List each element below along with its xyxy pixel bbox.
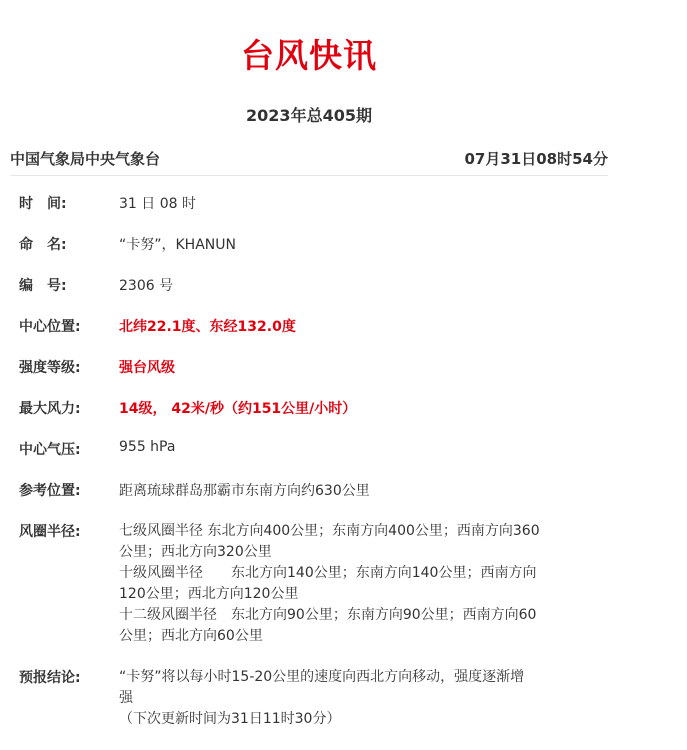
center-label: 中心位置: xyxy=(19,319,81,335)
number-label: 编 号: xyxy=(19,278,67,294)
agency-name: 中国气象局中央气象台 xyxy=(10,150,161,168)
pressure-label: 中心气压: xyxy=(19,442,81,458)
source-header xyxy=(10,145,608,176)
wind-radius-line: 十二级风圈半径 东北方向90公里；东南方向90公里；西南方向60 xyxy=(119,607,537,623)
wind-radius-line: 七级风圈半径 东北方向400公里；东南方向400公里；西南方向360 xyxy=(119,523,540,539)
name-label: 命 名: xyxy=(19,237,67,253)
wind-radius-line: 十级风圈半径 东北方向140公里；东南方向140公里；西南方向 xyxy=(119,565,537,581)
wind-radius-line: 公里；西北方向320公里 xyxy=(119,544,272,560)
forecast-label: 预报结论: xyxy=(19,670,81,686)
pressure-value: 955 hPa xyxy=(119,439,176,455)
time-value: 31 日 08 时 xyxy=(119,196,196,212)
reference-label: 参考位置: xyxy=(19,483,81,499)
max-wind-value: 14级， 42米/秒（约151公里/小时） xyxy=(119,401,357,417)
publish-datetime: 07月31日08时54分 xyxy=(464,150,608,168)
page-title: 台风快讯 xyxy=(241,36,377,75)
intensity-value: 强台风级 xyxy=(119,360,175,376)
wind-radius-line: 公里；西北方向60公里 xyxy=(119,628,263,644)
issue-number: 2023年总405期 xyxy=(246,106,372,125)
wind-radius-label: 风圈半径: xyxy=(19,524,81,540)
forecast-line: （下次更新时间为31日11时30分） xyxy=(119,711,341,727)
forecast-line: “卡努”将以每小时15-20公里的速度向西北方向移动，强度逐渐增 xyxy=(119,669,525,685)
time-label: 时 间: xyxy=(19,196,67,212)
center-value: 北纬22.1度、东经132.0度 xyxy=(119,319,296,335)
forecast-line: 强 xyxy=(119,690,133,706)
name-value: “卡努”，KHANUN xyxy=(119,237,236,253)
max-wind-label: 最大风力: xyxy=(19,401,81,417)
intensity-label: 强度等级: xyxy=(19,360,81,376)
reference-value: 距离琉球群岛那霸市东南方向约630公里 xyxy=(119,483,370,499)
number-value: 2306 号 xyxy=(119,278,174,294)
wind-radius-line: 120公里；西北方向120公里 xyxy=(119,586,299,602)
forecast-value xyxy=(119,667,609,730)
wind-radius-value xyxy=(119,521,609,647)
